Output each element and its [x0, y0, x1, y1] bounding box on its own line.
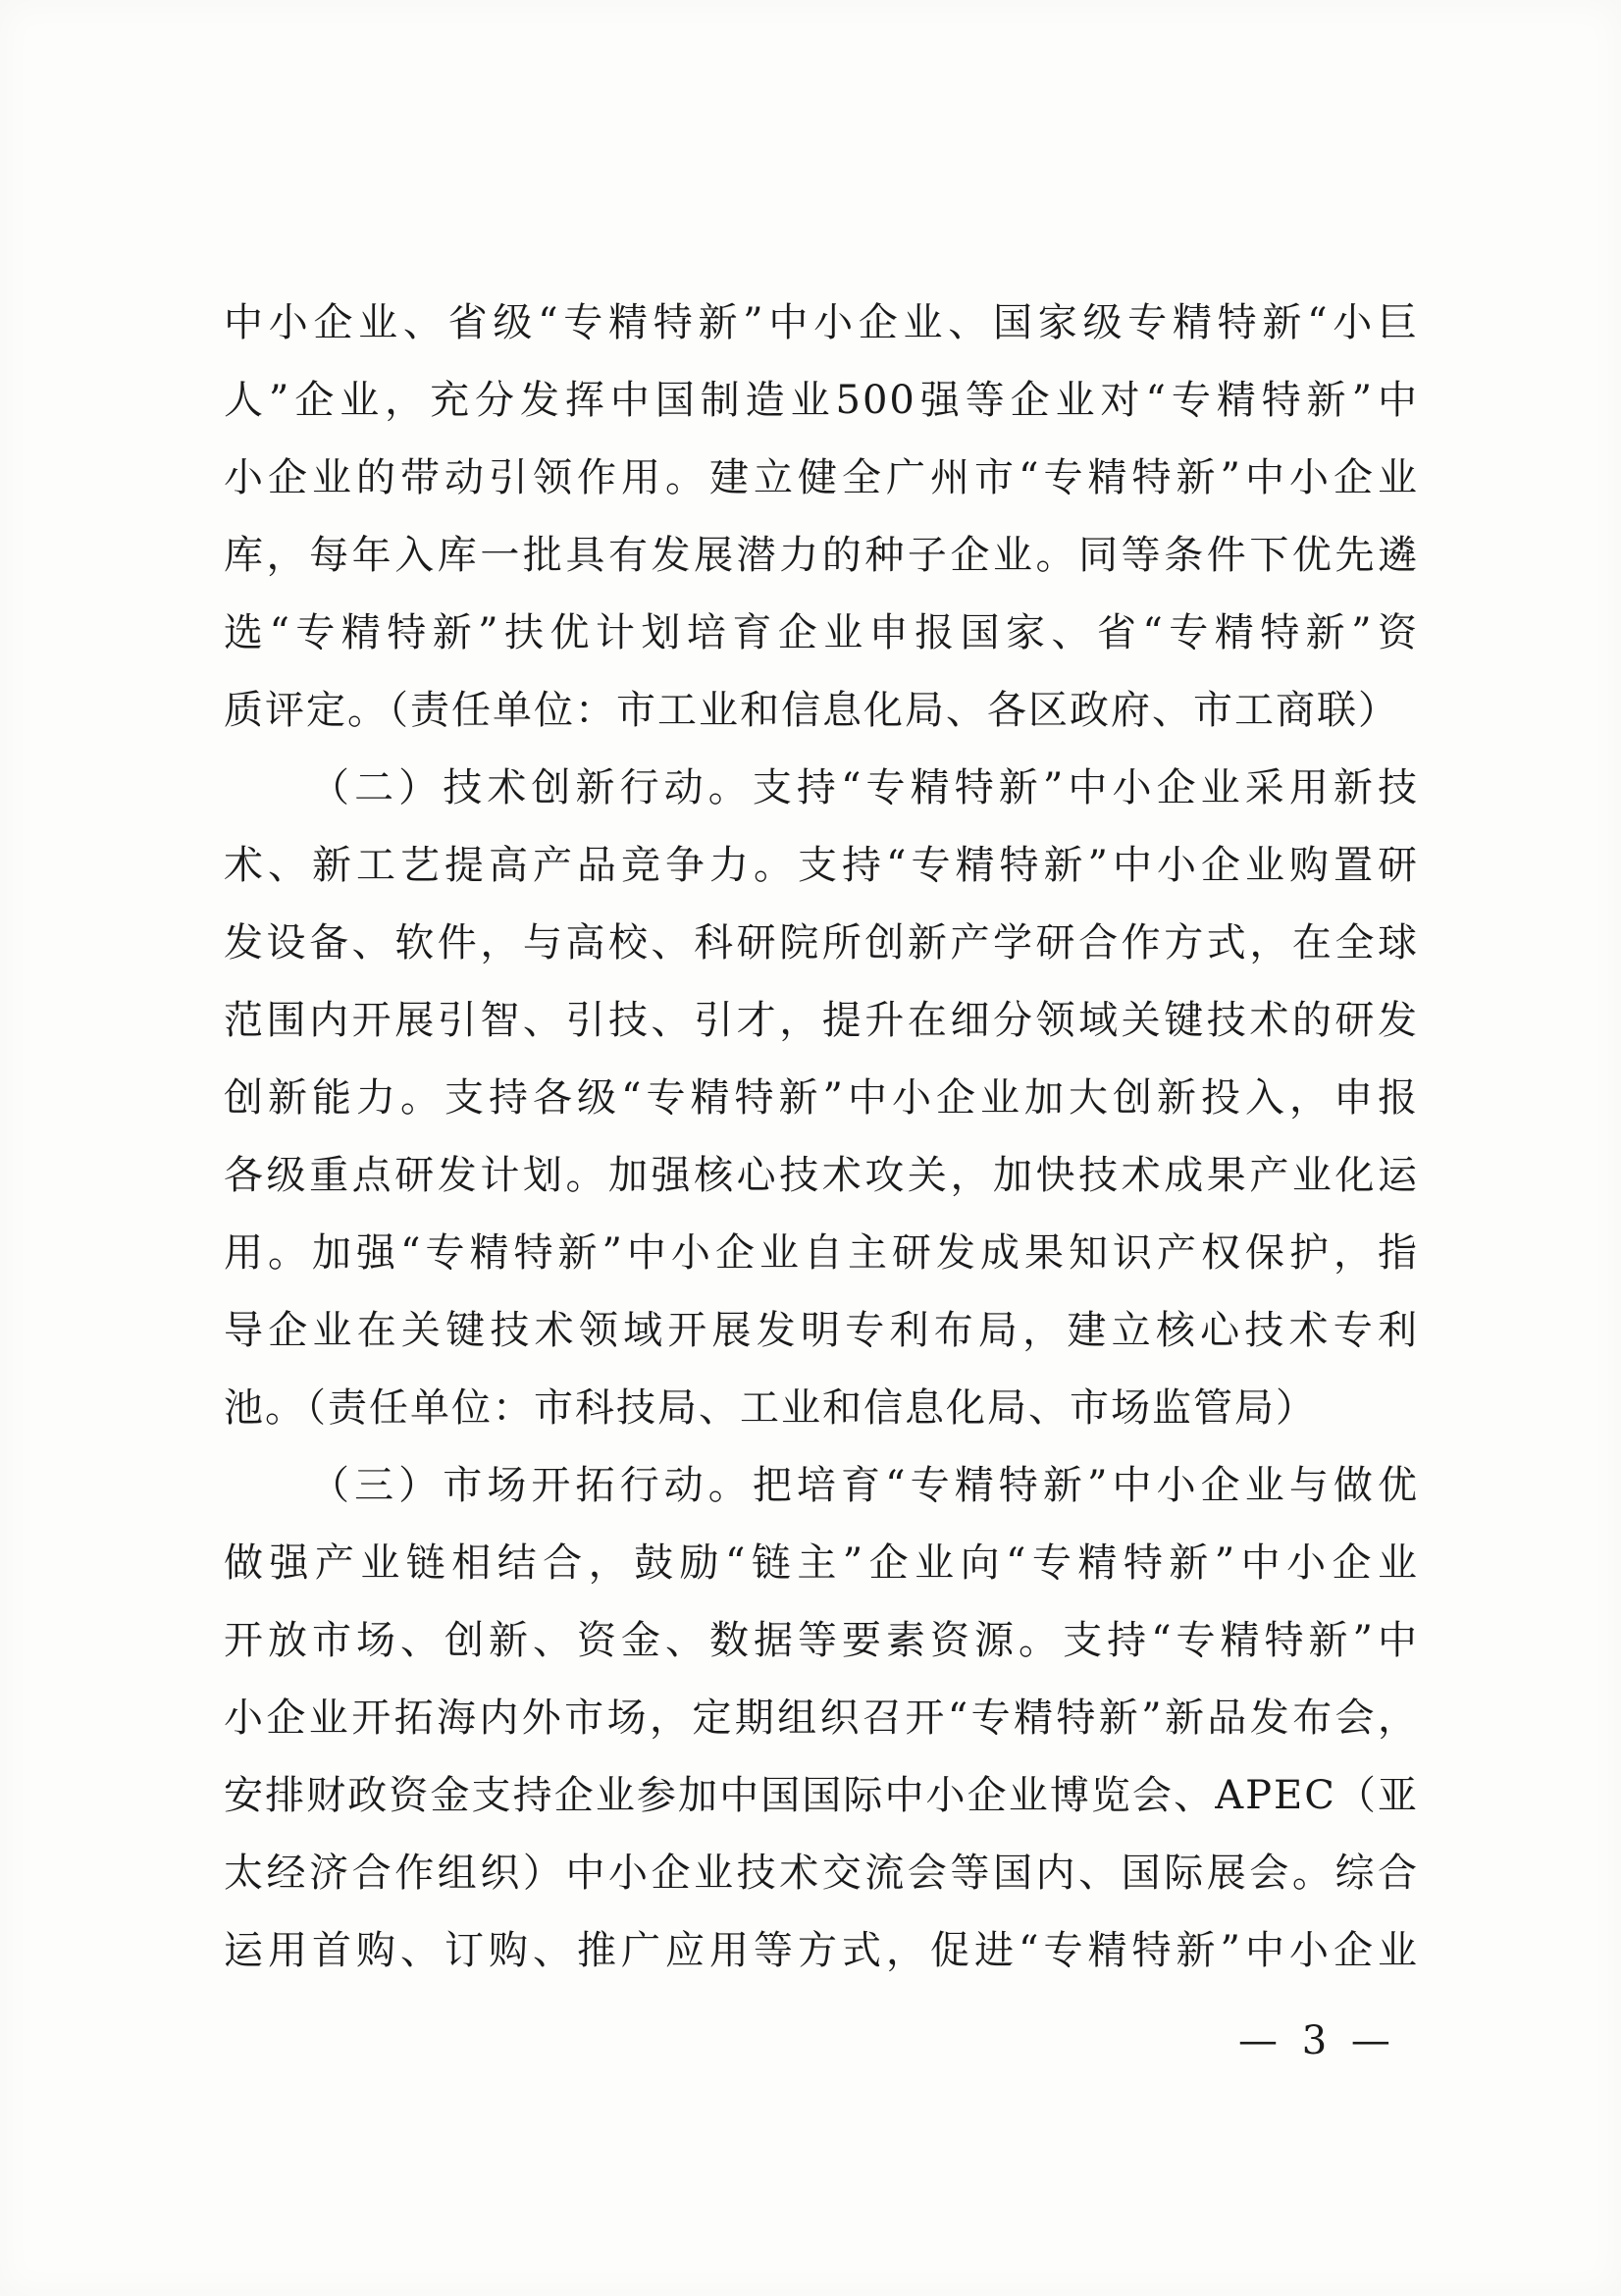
section-heading-line: （二）技术创新行动。支持“专精特新”中小企业采用新技 — [310, 765, 1419, 810]
text-line: 运用首购、订购、推广应用等方式，促进“专精特新”中小企业 — [224, 1928, 1419, 1973]
text-line: 选“专精特新”扶优计划培育企业申报国家、省“专精特新”资 — [224, 610, 1419, 655]
text-line: 小企业开拓海内外市场，定期组织召开“专精特新”新品发布会， — [224, 1696, 1419, 1741]
text-line: 人”企业，充分发挥中国制造业500强等企业对“专精特新”中 — [224, 378, 1419, 423]
text-line: 发设备、软件，与高校、科研院所创新产学研合作方式，在全球 — [224, 920, 1419, 965]
text-line: 导企业在关键技术领域开展发明专利布局，建立核心技术专利 — [224, 1308, 1419, 1353]
page-number: — 3 — — [1238, 2018, 1396, 2063]
text-line: 安排财政资金支持企业参加中国国际中小企业博览会、APEC（亚 — [224, 1773, 1419, 1818]
section-heading-line: （三）市场开拓行动。把培育“专精特新”中小企业与做优 — [310, 1463, 1419, 1508]
text-line: 创新能力。支持各级“专精特新”中小企业加大创新投入，申报 — [224, 1075, 1419, 1121]
text-line: 术、新工艺提高产品竞争力。支持“专精特新”中小企业购置研 — [224, 843, 1419, 888]
text-line: 库，每年入库一批具有发展潜力的种子企业。同等条件下优先遴 — [224, 533, 1419, 578]
text-line: 太经济合作组织）中小企业技术交流会等国内、国际展会。综合 — [224, 1851, 1419, 1896]
text-line: 小企业的带动引领作用。建立健全广州市“专精特新”中小企业 — [224, 455, 1419, 500]
document-body — [224, 285, 1419, 1990]
text-line: 池。（责任单位：市科技局、工业和信息化局、市场监管局） — [224, 1385, 1317, 1431]
text-line: 开放市场、创新、资金、数据等要素资源。支持“专精特新”中 — [224, 1618, 1419, 1663]
text-line: 质评定。（责任单位：市工业和信息化局、各区政府、市工商联） — [224, 688, 1399, 733]
text-line: 范围内开展引智、引技、引才，提升在细分领域关键技术的研发 — [224, 998, 1419, 1043]
text-line: 做强产业链相结合，鼓励“链主”企业向“专精特新”中小企业 — [224, 1540, 1419, 1586]
text-line: 中小企业、省级“专精特新”中小企业、国家级专精特新“小巨 — [224, 300, 1419, 345]
text-line: 用。加强“专精特新”中小企业自主研发成果知识产权保护，指 — [224, 1230, 1419, 1276]
text-line: 各级重点研发计划。加强核心技术攻关，加快技术成果产业化运 — [224, 1153, 1419, 1198]
